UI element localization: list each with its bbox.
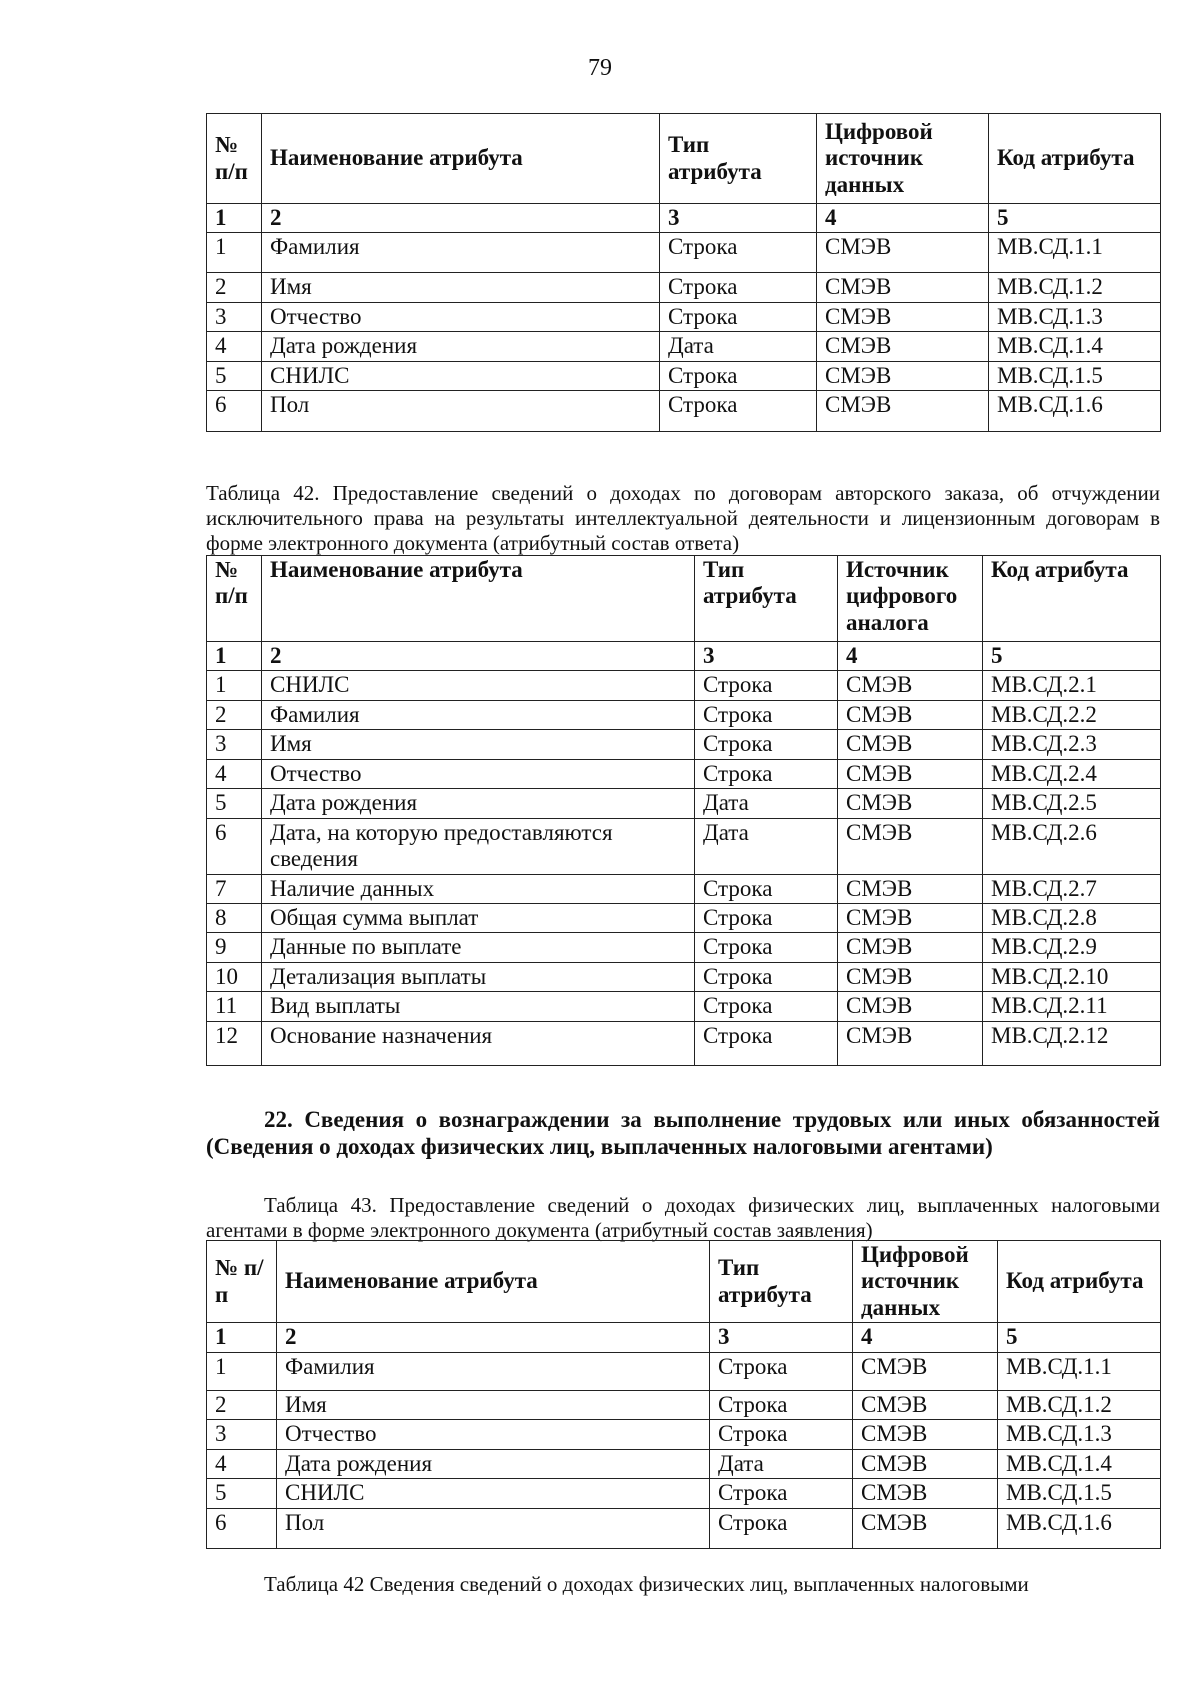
header-attribute-type: Тип атрибута <box>695 556 838 642</box>
attribute-type-cell: Строка <box>660 233 817 273</box>
column-number-cell: 5 <box>989 204 1161 233</box>
attribute-name-cell: Пол <box>277 1508 710 1548</box>
attribute-name-cell: Фамилия <box>262 233 660 273</box>
header-data-source: Цифровой источник данных <box>853 1241 998 1323</box>
row-number-cell: 11 <box>207 992 262 1021</box>
attribute-name-cell: Отчество <box>262 302 660 331</box>
row-number-cell: 10 <box>207 962 262 991</box>
code-cell: МВ.СД.2.10 <box>983 962 1161 991</box>
code-cell: МВ.СД.1.3 <box>998 1420 1161 1449</box>
attribute-type-cell: Строка <box>695 903 838 932</box>
code-cell: МВ.СД.2.1 <box>983 671 1161 700</box>
header-attribute-type: Тип атрибута <box>660 114 817 204</box>
attribute-type-cell: Строка <box>695 700 838 729</box>
table-row <box>207 1479 1161 1508</box>
table-row <box>207 1420 1161 1449</box>
column-number-row <box>207 642 1161 671</box>
column-number-cell: 5 <box>998 1323 1161 1352</box>
attribute-type-cell: Строка <box>695 874 838 903</box>
header-attribute-code: Код атрибута <box>989 114 1161 204</box>
row-number-cell: 3 <box>207 730 262 759</box>
table-row <box>207 1021 1161 1065</box>
code-cell: МВ.СД.1.6 <box>989 391 1161 432</box>
row-number-cell: 1 <box>207 233 262 273</box>
code-cell: МВ.СД.2.5 <box>983 789 1161 818</box>
code-cell: МВ.СД.2.6 <box>983 818 1161 874</box>
code-cell: МВ.СД.2.7 <box>983 874 1161 903</box>
attribute-table-3 <box>206 1240 1161 1549</box>
attribute-type-cell: Строка <box>660 361 817 390</box>
row-number-cell: 1 <box>207 671 262 700</box>
attribute-type-cell: Строка <box>710 1508 853 1548</box>
attribute-name-cell: Отчество <box>277 1420 710 1449</box>
attribute-name-cell: Общая сумма выплат <box>262 903 695 932</box>
source-cell: СМЭВ <box>838 1021 983 1065</box>
column-number-cell: 2 <box>277 1323 710 1352</box>
code-cell: МВ.СД.1.2 <box>989 273 1161 302</box>
source-cell: СМЭВ <box>853 1449 998 1478</box>
table-row <box>207 992 1161 1021</box>
table-row <box>207 962 1161 991</box>
attribute-name-cell: Фамилия <box>262 700 695 729</box>
code-cell: МВ.СД.1.2 <box>998 1390 1161 1419</box>
source-cell: СМЭВ <box>817 332 989 361</box>
row-number-cell: 3 <box>207 1420 277 1449</box>
code-cell: МВ.СД.1.6 <box>998 1508 1161 1548</box>
row-number-cell: 5 <box>207 789 262 818</box>
header-attribute-name: Наименование атрибута <box>262 114 660 204</box>
header-number: № п/п <box>207 114 262 204</box>
source-cell: СМЭВ <box>853 1390 998 1419</box>
attribute-type-cell: Строка <box>710 1479 853 1508</box>
code-cell: МВ.СД.1.3 <box>989 302 1161 331</box>
attribute-type-cell: Дата <box>710 1449 853 1478</box>
code-cell: МВ.СД.1.1 <box>989 233 1161 273</box>
source-cell: СМЭВ <box>838 992 983 1021</box>
attribute-type-cell: Строка <box>695 962 838 991</box>
table-row <box>207 903 1161 932</box>
row-number-cell: 6 <box>207 1508 277 1548</box>
code-cell: МВ.СД.1.5 <box>998 1479 1161 1508</box>
table-43-caption: Таблица 43. Предоставление сведений о доходах физических лиц, выплаченных налоговыми агентами в форме электронного документа (атрибутный состав заявления) <box>206 1193 1160 1242</box>
source-cell: СМЭВ <box>853 1479 998 1508</box>
column-number-row <box>207 204 1161 233</box>
table-42-caption: Таблица 42. Предоставление сведений о доходах по договорам авторского заказа, об отчуждении исключительного права на результаты интеллектуальной деятельности и лицензионным договорам в форме электронного документа (атрибутный состав ответа) <box>206 481 1160 555</box>
source-cell: СМЭВ <box>817 361 989 390</box>
attribute-type-cell: Строка <box>695 933 838 962</box>
row-number-cell: 8 <box>207 903 262 932</box>
attribute-name-cell: Наличие данных <box>262 874 695 903</box>
attribute-type-cell: Строка <box>660 391 817 432</box>
header-number: № п/п <box>207 1241 277 1323</box>
attribute-name-cell: СНИЛС <box>262 671 695 700</box>
header-attribute-code: Код атрибута <box>998 1241 1161 1323</box>
column-number-cell: 3 <box>695 642 838 671</box>
row-number-cell: 4 <box>207 1449 277 1478</box>
row-number-cell: 9 <box>207 933 262 962</box>
attribute-name-cell: Дата рождения <box>262 332 660 361</box>
column-number-cell: 5 <box>983 642 1161 671</box>
attribute-type-cell: Строка <box>695 759 838 788</box>
column-number-cell: 3 <box>660 204 817 233</box>
table-row <box>207 671 1161 700</box>
table-row <box>207 1449 1161 1478</box>
table-row <box>207 730 1161 759</box>
attribute-type-cell: Строка <box>710 1420 853 1449</box>
column-number-cell: 2 <box>262 642 695 671</box>
code-cell: МВ.СД.2.11 <box>983 992 1161 1021</box>
table-row <box>207 759 1161 788</box>
section-22-heading: 22. Сведения о вознаграждении за выполнение трудовых или иных обязанностей (Сведения о доходах физических лиц, выплаченных налоговыми агентами) <box>206 1107 1160 1159</box>
attribute-name-cell: Основание назначения <box>262 1021 695 1065</box>
table-row <box>207 332 1161 361</box>
attribute-name-cell: Фамилия <box>277 1352 710 1390</box>
attribute-type-cell: Строка <box>695 1021 838 1065</box>
attribute-name-cell: СНИЛС <box>277 1479 710 1508</box>
source-cell: СМЭВ <box>838 730 983 759</box>
source-cell: СМЭВ <box>817 391 989 432</box>
source-cell: СМЭВ <box>838 818 983 874</box>
row-number-cell: 6 <box>207 391 262 432</box>
source-cell: СМЭВ <box>817 273 989 302</box>
column-number-cell: 2 <box>262 204 660 233</box>
bottom-caption: Таблица 42 Сведения сведений о доходах физических лиц, выплаченных налоговыми <box>264 1572 1029 1596</box>
source-cell: СМЭВ <box>838 933 983 962</box>
source-cell: СМЭВ <box>838 874 983 903</box>
row-number-cell: 7 <box>207 874 262 903</box>
table-row <box>207 1352 1161 1390</box>
attribute-type-cell: Дата <box>660 332 817 361</box>
source-cell: СМЭВ <box>838 962 983 991</box>
attribute-type-cell: Строка <box>660 302 817 331</box>
table-row <box>207 874 1161 903</box>
source-cell: СМЭВ <box>838 789 983 818</box>
code-cell: МВ.СД.1.4 <box>989 332 1161 361</box>
attribute-name-cell: Дата рождения <box>277 1449 710 1478</box>
attribute-name-cell: Данные по выплате <box>262 933 695 962</box>
attribute-name-cell: Имя <box>277 1390 710 1419</box>
code-cell: МВ.СД.2.4 <box>983 759 1161 788</box>
row-number-cell: 2 <box>207 273 262 302</box>
code-cell: МВ.СД.1.1 <box>998 1352 1161 1390</box>
header-digital-analog-source: Источник цифрового аналога <box>838 556 983 642</box>
table-row <box>207 818 1161 874</box>
code-cell: МВ.СД.2.12 <box>983 1021 1161 1065</box>
header-attribute-name: Наименование атрибута <box>277 1241 710 1323</box>
attribute-name-cell: Отчество <box>262 759 695 788</box>
attribute-name-cell: Вид выплаты <box>262 992 695 1021</box>
attribute-name-cell: СНИЛС <box>262 361 660 390</box>
column-number-cell: 1 <box>207 642 262 671</box>
attribute-name-cell: Дата, на которую предоставляются сведения <box>262 818 695 874</box>
source-cell: СМЭВ <box>853 1508 998 1548</box>
page-number: 79 <box>588 55 612 81</box>
row-number-cell: 4 <box>207 332 262 361</box>
column-number-row <box>207 1323 1161 1352</box>
row-number-cell: 3 <box>207 302 262 331</box>
table-row <box>207 391 1161 432</box>
table-row <box>207 700 1161 729</box>
attribute-table-1 <box>206 113 1161 432</box>
attribute-type-cell: Строка <box>695 671 838 700</box>
source-cell: СМЭВ <box>838 671 983 700</box>
source-cell: СМЭВ <box>838 700 983 729</box>
attribute-table-2 <box>206 555 1161 1066</box>
table-row <box>207 361 1161 390</box>
row-number-cell: 5 <box>207 1479 277 1508</box>
source-cell: СМЭВ <box>817 302 989 331</box>
table-row <box>207 233 1161 273</box>
header-attribute-type: Тип атрибута <box>710 1241 853 1323</box>
attribute-name-cell: Дата рождения <box>262 789 695 818</box>
table-row <box>207 302 1161 331</box>
header-number: № п/п <box>207 556 262 642</box>
attribute-type-cell: Строка <box>695 730 838 759</box>
code-cell: МВ.СД.2.9 <box>983 933 1161 962</box>
header-data-source: Цифровой источник данных <box>817 114 989 204</box>
code-cell: МВ.СД.2.3 <box>983 730 1161 759</box>
row-number-cell: 2 <box>207 1390 277 1419</box>
row-number-cell: 5 <box>207 361 262 390</box>
attribute-type-cell: Строка <box>660 273 817 302</box>
table-row <box>207 1508 1161 1548</box>
source-cell: СМЭВ <box>817 233 989 273</box>
source-cell: СМЭВ <box>853 1420 998 1449</box>
table-row <box>207 933 1161 962</box>
source-cell: СМЭВ <box>853 1352 998 1390</box>
code-cell: МВ.СД.2.8 <box>983 903 1161 932</box>
attribute-name-cell: Пол <box>262 391 660 432</box>
column-number-cell: 4 <box>853 1323 998 1352</box>
column-number-cell: 3 <box>710 1323 853 1352</box>
attribute-type-cell: Строка <box>710 1352 853 1390</box>
code-cell: МВ.СД.2.2 <box>983 700 1161 729</box>
column-number-cell: 1 <box>207 1323 277 1352</box>
attribute-name-cell: Имя <box>262 730 695 759</box>
source-cell: СМЭВ <box>838 903 983 932</box>
table-row <box>207 1390 1161 1419</box>
code-cell: МВ.СД.1.5 <box>989 361 1161 390</box>
table-row <box>207 789 1161 818</box>
code-cell: МВ.СД.1.4 <box>998 1449 1161 1478</box>
attribute-name-cell: Имя <box>262 273 660 302</box>
attribute-name-cell: Детализация выплаты <box>262 962 695 991</box>
row-number-cell: 1 <box>207 1352 277 1390</box>
row-number-cell: 6 <box>207 818 262 874</box>
header-attribute-name: Наименование атрибута <box>262 556 695 642</box>
source-cell: СМЭВ <box>838 759 983 788</box>
attribute-type-cell: Дата <box>695 818 838 874</box>
attribute-type-cell: Дата <box>695 789 838 818</box>
attribute-type-cell: Строка <box>710 1390 853 1419</box>
row-number-cell: 12 <box>207 1021 262 1065</box>
row-number-cell: 2 <box>207 700 262 729</box>
table-row <box>207 273 1161 302</box>
row-number-cell: 4 <box>207 759 262 788</box>
column-number-cell: 4 <box>817 204 989 233</box>
header-attribute-code: Код атрибута <box>983 556 1161 642</box>
attribute-type-cell: Строка <box>695 992 838 1021</box>
column-number-cell: 1 <box>207 204 262 233</box>
column-number-cell: 4 <box>838 642 983 671</box>
